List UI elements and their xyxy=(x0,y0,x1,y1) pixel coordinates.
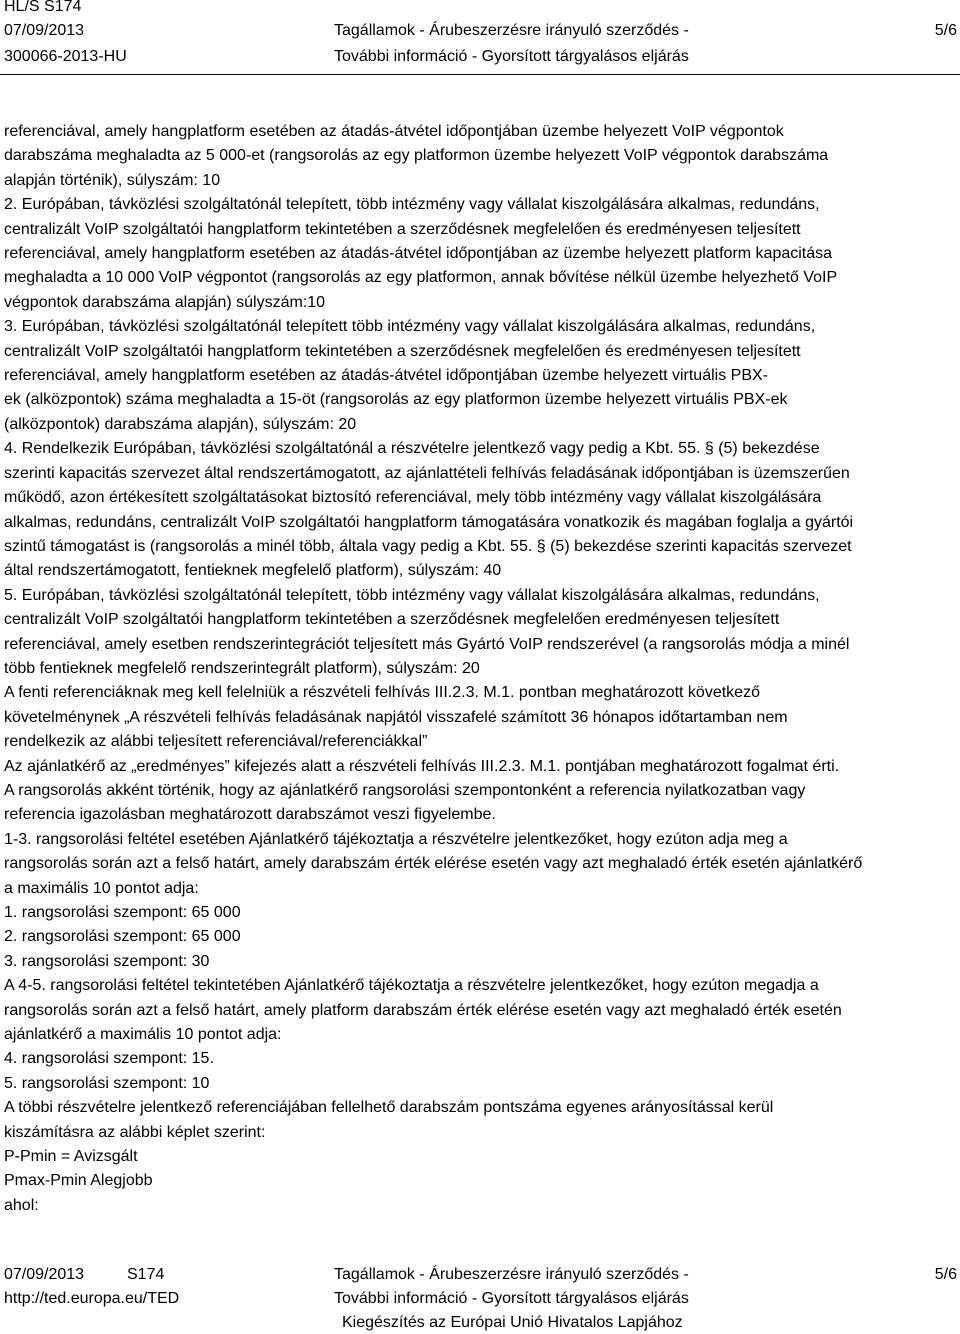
header-title-line2: További információ - Gyorsított tárgyalásos eljárás xyxy=(334,48,689,65)
body-line: A fenti referenciáknak meg kell felelniük a részvételi felhívás III.2.3. M.1. pontban meghatározott következő xyxy=(4,684,760,702)
body-line: (alközpontok) darabszáma alapján), súlyszám: 20 xyxy=(4,415,357,433)
body-line: 4. rangsorolási szempont: 15. xyxy=(4,1050,214,1068)
body-line: centralizált VoIP szolgáltatói hangplatform tekintetében a szerződésnek megfelelően és eredményesen teljesített xyxy=(4,220,801,238)
header-date: 07/09/2013 xyxy=(4,22,85,39)
body-line: több fentieknek megfelelő rendszerintegrált platform), súlyszám: 20 xyxy=(4,659,480,677)
body-line: referenciával, amely hangplatform esetében az átadás-átvétel időpontjában üzembe helyezett virtuális PBX- xyxy=(4,367,768,385)
body-line: szintű támogatást is (rangsorolás a minél több, általa vagy pedig a Kbt. 55. § (5) bekezdése szerinti kapacitás szervezet xyxy=(4,537,852,555)
body-line: ek (alközpontok) száma meghaladta a 15-öt (rangsorolás az egy platformon üzembe helyezett virtuális PBX-ek xyxy=(4,391,788,409)
body-line: P-Pmin = Avizsgált xyxy=(4,1148,138,1166)
body-line: által rendszertámogatott, fentieknek megfelelő platform), súlyszám: 40 xyxy=(4,562,502,580)
body-line: szerinti kapacitás szervezet által rendszertámogatott, az ajánlattételi felhívás feladásának időpontjában is üzemszerűen xyxy=(4,464,850,482)
footer-url-link[interactable]: http://ted.europa.eu/TED xyxy=(4,1290,180,1307)
body-line: rangsorolás során azt a felső határt, amely platform darabszám érték elérése esetén vagy azt meghaladó érték esetén xyxy=(4,1001,842,1019)
body-line: 3. Európában, távközlési szolgáltatónál telepített több intézmény vagy vállalat kiszolgálására alkalmas, redundáns, xyxy=(4,318,816,336)
header-divider xyxy=(0,74,960,75)
body-line: rendelkezik az alábbi teljesített referenciával/referenciákkal” xyxy=(4,733,428,751)
body-line: 4. Rendelkezik Európában, távközlési szolgáltatónál a részvételre jelentkező vagy pedig a Kbt. 55. § (5) bekezdése xyxy=(4,440,820,458)
header-title-line1: Tagállamok - Árubeszerzésre irányuló szerződés - xyxy=(334,22,689,39)
header-page-number: 5/6 xyxy=(934,22,957,39)
body-line: alapján történik), súlyszám: 10 xyxy=(4,171,221,189)
doc-id: HL/S S174 xyxy=(4,0,82,15)
body-line: centralizált VoIP szolgáltatói hangplatform tekintetében a szerződésnek megfelelően és eredményesen teljesített xyxy=(4,342,801,360)
body-line: rangsorolás során azt a felső határt, amely darabszám érték elérése esetén vagy azt meghaladó érték esetén ajánlatkérő xyxy=(4,855,863,873)
footer-date: 07/09/2013 xyxy=(4,1266,85,1283)
body-line: 2. Európában, távközlési szolgáltatónál telepített, több intézmény vagy vállalat kiszolgálására alkalmas, redundáns, xyxy=(4,196,820,214)
document-body xyxy=(4,120,954,1218)
body-line: alkalmas, redundáns, centralizált VoIP szolgáltatói hangplatform támogatására vonatkozik és magában foglalja a gyártói xyxy=(4,513,854,531)
body-line: 3. rangsorolási szempont: 30 xyxy=(4,952,210,970)
body-line: A többi részvételre jelentkező referenciájában fellelhető darabszám pontszáma egyenes arányosítással kerül xyxy=(4,1099,774,1117)
body-line: 1-3. rangsorolási feltétel esetében Ajánlatkérő tájékoztatja a részvételre jelentkezőket, hogy ezúton adja meg a xyxy=(4,830,788,848)
footer-title-line2: További információ - Gyorsított tárgyalásos eljárás xyxy=(334,1290,689,1307)
footer-series: S174 xyxy=(127,1266,165,1283)
body-line: Az ajánlatkérő az „eredményes” kifejezés alatt a részvételi felhívás III.2.3. M.1. pontjában meghatározott fogalmat érti. xyxy=(4,757,840,775)
body-line: Pmax-Pmin Alegjobb xyxy=(4,1172,153,1190)
body-line: referenciával, amely hangplatform esetében az átadás-átvétel időpontjában az üzembe helyezett platform kapacitása xyxy=(4,245,833,263)
body-line: ahol: xyxy=(4,1196,39,1214)
body-line: 5. rangsorolási szempont: 10 xyxy=(4,1074,210,1092)
body-line: működő, azon értékesített szolgáltatásokat biztosító referenciával, mely több intézmény vagy vállalat kiszolgálására xyxy=(4,489,822,507)
body-line: meghaladta a 10 000 VoIP végpontot (rangsorolás az egy platformon, annak bővítése nélkül üzembe helyezhető VoIP xyxy=(4,269,838,287)
body-line: 2. rangsorolási szempont: 65 000 xyxy=(4,928,241,946)
footer-title-line3: Kiegészítés az Európai Unió Hivatalos Lapjához xyxy=(342,1314,683,1331)
body-line: kiszámításra az alábbi képlet szerint: xyxy=(4,1123,266,1141)
body-line: ajánlatkérő a maximális 10 pontot adja: xyxy=(4,1026,282,1044)
footer-page-number: 5/6 xyxy=(934,1266,957,1283)
body-line: referenciával, amely esetben rendszerintegrációt teljesített más Gyártó VoIP rendszerével (a rangsorolás módja a minél xyxy=(4,635,850,653)
body-line: végpontok darabszáma alapján) súlyszám:10 xyxy=(4,293,326,311)
body-line: centralizált VoIP szolgáltatói hangplatform tekintetében a szerződésnek megfelelően eredményesen teljesített xyxy=(4,611,780,629)
body-line: a maximális 10 pontot adja: xyxy=(4,879,199,897)
body-line: A 4-5. rangsorolási feltétel tekintetében Ajánlatkérő tájékoztatja a részvételre jelentkezőket, hogy ezúton megadja a xyxy=(4,977,819,995)
body-line: 5. Európában, távközlési szolgáltatónál telepített, több intézmény vagy vállalat kiszolgálására alkalmas, redundáns, xyxy=(4,586,820,604)
body-line: darabszáma meghaladta az 5 000-et (rangsorolás az egy platformon üzembe helyezett VoIP végpontok darabszáma xyxy=(4,147,829,165)
body-line: 1. rangsorolási szempont: 65 000 xyxy=(4,904,241,921)
body-line: referencia igazolásban meghatározott darabszámot veszi figyelembe. xyxy=(4,806,496,824)
body-line: A rangsorolás akként történik, hogy az ajánlatkérő rangsorolási szempontonként a referencia nyilatkozatban vagy xyxy=(4,781,806,799)
body-line: követelménynek „A részvételi felhívás feladásának napjától visszafelé számított 36 hónapos időtartamban nem xyxy=(4,708,788,726)
footer-title-line1: Tagállamok - Árubeszerzésre irányuló szerződés - xyxy=(334,1266,689,1283)
header-reference: 300066-2013-HU xyxy=(4,48,127,65)
body-line: referenciával, amely hangplatform esetében az átadás-átvétel időpontjában üzembe helyezett VoIP végpontok xyxy=(4,123,784,140)
